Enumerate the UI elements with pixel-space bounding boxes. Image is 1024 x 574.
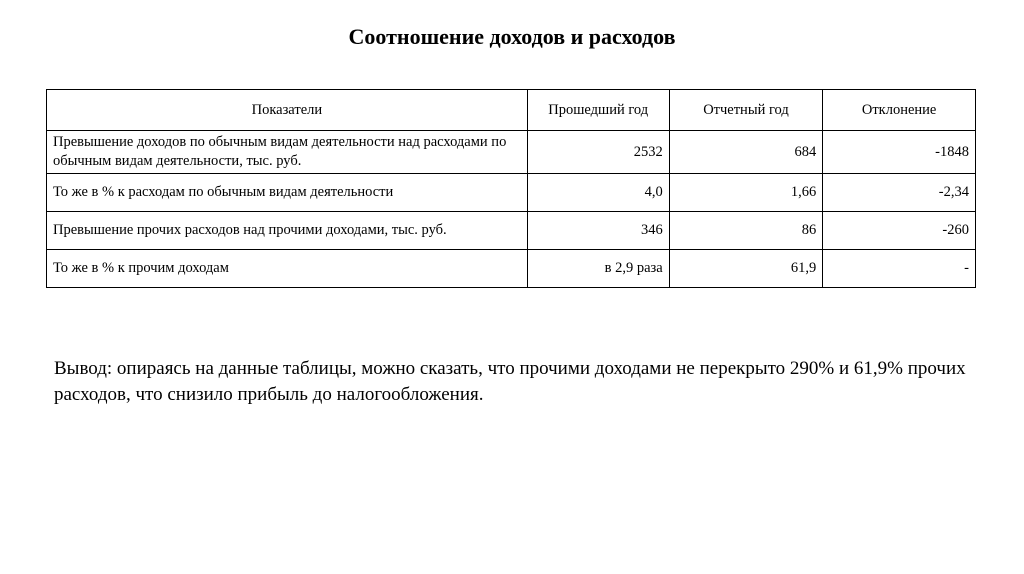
- row-reporting-year-value: 684: [669, 131, 823, 174]
- header-indicators: Показатели: [47, 90, 528, 131]
- header-previous-year: Прошедший год: [527, 90, 669, 131]
- row-previous-year-value: 346: [527, 212, 669, 250]
- row-indicator: То же в % к прочим доходам: [47, 250, 528, 288]
- row-previous-year-value: в 2,9 раза: [527, 250, 669, 288]
- table-row: [47, 174, 976, 212]
- table-row: [47, 131, 976, 174]
- income-expense-table: [46, 89, 976, 288]
- row-deviation-value: -: [823, 250, 976, 288]
- row-indicator: То же в % к расходам по обычным видам деятельности: [47, 174, 528, 212]
- row-reporting-year-value: 1,66: [669, 174, 823, 212]
- row-previous-year-value: 2532: [527, 131, 669, 174]
- row-reporting-year-value: 61,9: [669, 250, 823, 288]
- table-row: [47, 250, 976, 288]
- slide-title: Соотношение доходов и расходов: [348, 24, 676, 49]
- table-header-row: [47, 90, 976, 131]
- row-previous-year-value: 4,0: [527, 174, 669, 212]
- table-row: [47, 212, 976, 250]
- row-reporting-year-value: 86: [669, 212, 823, 250]
- row-deviation-value: -260: [823, 212, 976, 250]
- row-deviation-value: -2,34: [823, 174, 976, 212]
- row-indicator: Превышение прочих расходов над прочими доходами, тыс. руб.: [47, 212, 528, 250]
- header-reporting-year: Отчетный год: [669, 90, 823, 131]
- row-indicator: Превышение доходов по обычным видам деятельности над расходами по обычным видам деятельности, тыс. руб.: [47, 131, 528, 174]
- conclusion-text: Вывод: опираясь на данные таблицы, можно сказать, что прочими доходами не перекрыто 290% и 61,9% прочих расходов, что снизило прибыль до налогообложения.: [54, 358, 966, 405]
- header-deviation: Отклонение: [823, 90, 976, 131]
- row-deviation-value: -1848: [823, 131, 976, 174]
